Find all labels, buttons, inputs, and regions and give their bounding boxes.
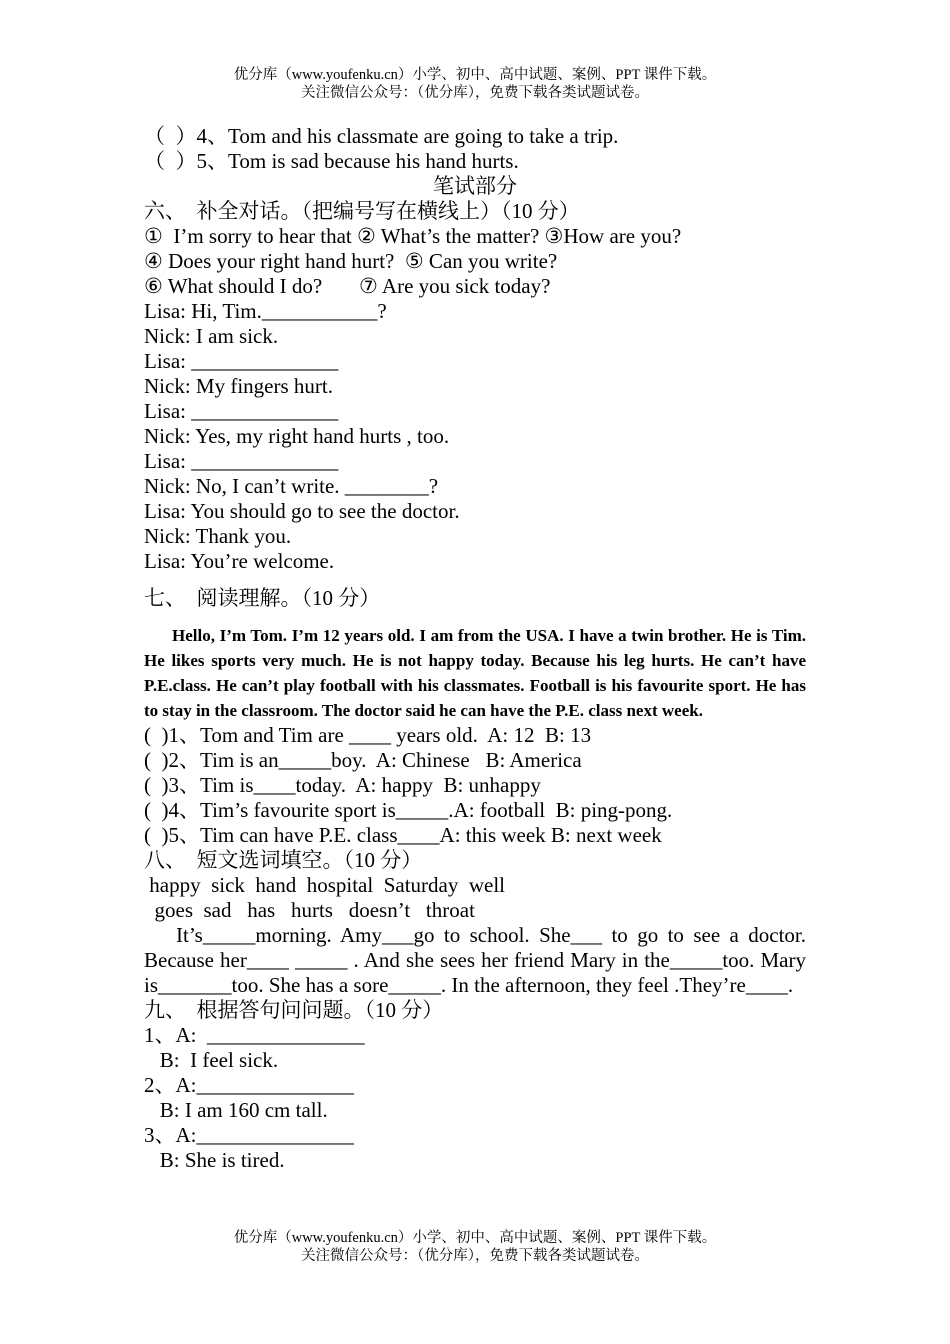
section-7 [144,586,806,848]
section-8 [144,848,806,998]
qa-line: 2、A:_______________ [144,1073,354,1097]
qa-line: B: I am 160 cm tall. [144,1098,328,1122]
dialogue-option: ⑥ What should I do? ⑦ Are you sick today? [144,274,551,298]
header-line-2: 关注微信公众号：（优分库），免费下载各类试题试卷。 [301,85,649,101]
dialogue-line: Lisa: You’re welcome. [144,549,335,573]
reading-question: ( )5、Tim can have P.E. class____A: this week B: next week [144,823,662,847]
section-9-title: 九、 根据答句问问题。（10 分） [144,998,444,1022]
dialogue-line: Lisa: ______________ [144,449,339,473]
section-8-title: 八、 短文选词填空。（10 分） [144,848,423,872]
qa-line: B: She is tired. [144,1148,285,1172]
dialogue-option: ④ Does your right hand hurt? ⑤ Can you write? [144,249,558,273]
dialogue-line: Nick: Thank you. [144,524,292,548]
qa-line: 3、A:_______________ [144,1123,354,1147]
listening-item: （ ）4、Tom and his classmate are going to take a trip. [144,124,619,148]
dialogue-line: Nick: Yes, my right hand hurts , too. [144,424,450,448]
dialogue-line: Lisa: You should go to see the doctor. [144,499,460,523]
exam-content [144,124,806,1173]
reading-question: ( )3、Tim is____today. A: happy B: unhappy [144,773,541,797]
dialogue-line: Lisa: ______________ [144,349,339,373]
section-6 [144,199,806,574]
qa-line: 1、A: _______________ [144,1023,365,1047]
dialogue-line: Nick: I am sick. [144,324,279,348]
section-9 [144,998,806,1173]
reading-question: ( )4、Tim’s favourite sport is_____.A: football B: ping-pong. [144,798,673,822]
page-header [0,66,950,102]
written-part-title: 笔试部分 [433,174,517,198]
listening-item: （ ）5、Tom is sad because his hand hurts. [144,149,519,173]
dialogue-line: Nick: No, I can’t write. ________? [144,474,439,498]
dialogue-line: Lisa: ______________ [144,399,339,423]
dialogue-line: Nick: My fingers hurt. [144,374,333,398]
qa-line: B: I feel sick. [144,1048,279,1072]
page-footer [0,1229,950,1265]
section-7-title: 七、 阅读理解。（10 分） [144,586,381,610]
dialogue-line: Lisa: Hi, Tim.___________? [144,299,387,323]
footer-line-1: 优分库（www.youfenku.cn）小学、初中、高中试题、案例、PPT 课件下载。 [233,1230,717,1246]
dialogue-option: ① I’m sorry to hear that ② What’s the matter? ③How are you? [144,224,682,248]
reading-passage: Hello, I’m Tom. I’m 12 years old. I am from the USA. I have a twin brother. He is Tim. He likes sports very much. He is not happy today. Because his leg hurts. He can’t have P.E.class. He can’t play football with his classmates. Football is his favourite sport. He has to stay in the classroom. The doctor said he can have the P.E. class next week. [144,626,806,720]
word-bank-row: happy sick hand hospital Saturday well [144,873,506,897]
footer-line-2: 关注微信公众号：（优分库），免费下载各类试题试卷。 [301,1248,649,1264]
section-6-title: 六、 补全对话。（把编号写在横线上）（10 分） [144,199,580,223]
cloze-passage: It’s_____morning. Amy___go to school. She___ to go to see a doctor. Because her____ _____ . And she sees her friend Mary in the_____too. Mary is_______too. She has a sore_____. In the afternoon, they feel .They’re____. [144,923,806,997]
word-bank-row: goes sad has hurts doesn’t throat [144,898,475,922]
header-line-1: 优分库（www.youfenku.cn）小学、初中、高中试题、案例、PPT 课件下载。 [233,67,717,83]
reading-question: ( )1、Tom and Tim are ____ years old. A: 12 B: 13 [144,723,592,747]
reading-question: ( )2、Tim is an_____boy. A: Chinese B: America [144,748,582,772]
